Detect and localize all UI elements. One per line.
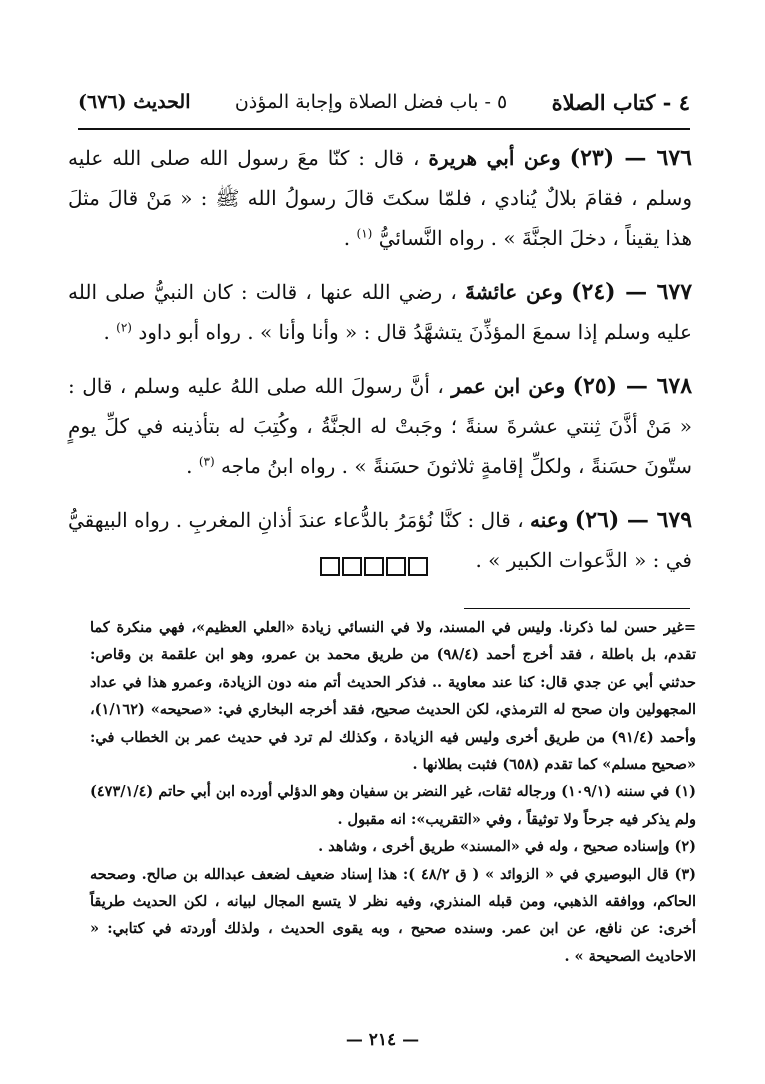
hadith-number: ٦٧٨ — (٢٥) [572, 373, 693, 399]
separator-box [364, 557, 384, 576]
section-title: ٥ - باب فضل الصلاة وإجابة المؤذن [234, 91, 508, 113]
hadith-narrator: وعن عائشةَ [465, 280, 563, 304]
footnote-ref: (٢) [116, 320, 132, 335]
hadith-678: ٦٧٨ — (٢٥) وعن ابن عمر ، أنَّ رسولَ الله صلى اللهُ عليه وسلم ، قال : « مَنْ أذَّنَ ثِنتي عشرةَ سنةً ؛ وجَبتْ له الجنَّةُ ، وكُتِبَ له بتأذينه في كلِّ يومٍ ستّونَ حسَنةً ، ولكلِّ إقامةٍ ثلاثونَ حسَنةً » . رواه ابنُ ماجه $^{(٣)}$ . [68, 373, 693, 478]
hadith-range: الحديث (٦٧٦) [78, 91, 191, 113]
footnote-3: (٣) قال البوصيري في « الزوائد » ( ق ٤٨/٢ ): هذا إسناد ضعيف لضعف عبدالله بن صالح. وصححه الحاكم، ووافقه الذهبي، ومن قبله المنذري، وفيه نظر لا يتسع المجال لبيانه ، لكن الحديث طريقاً أخرى: عن نافع، عن ابن عمر. وسنده صحيح ، وبه يقوى الحديث ، ولذلك أوردته في كتابي: « الاحاديث الصحيحة » . [90, 865, 696, 965]
separator-box [320, 557, 340, 576]
hadith-677: ٦٧٧ — (٢٤) وعن عائشةَ ، رضي الله عنها ، قالت : كان النبيُّ صلى الله عليه وسلم إذا سمعَ المؤذِّنَ يتشهَّدُ قال : « وأنا وأنا » . رواه أبو داود $^{(٢)}$ . [68, 279, 693, 344]
footnote-ref: (٣) [198, 454, 215, 469]
footnote-1: (١) في سننه (١٠٩/١) ورجاله ثقات، غير النضر بن سفيان وهو الدؤلي أورده ابن أبي حاتم (٤٧٣/١/٤) ولم يذكر فيه جرحاً ولا توثيقاً ، وفي «التقريب»: انه مقبول . [90, 783, 696, 828]
hadith-number: ٦٧٧ — (٢٤) [571, 279, 693, 305]
separator-box [342, 557, 362, 576]
page-number: — ٢١٤ — [345, 1030, 420, 1050]
section-separator [320, 557, 436, 579]
main-text [68, 138, 692, 594]
footnote-rule [464, 608, 690, 609]
hadith-number: ٦٧٦ — (٢٣) [569, 145, 692, 171]
hadith-narrator: وعن أبي هريرة [428, 146, 561, 170]
running-header [78, 82, 690, 122]
chapter-title: ٤ - كتاب الصلاة [551, 89, 690, 115]
hadith-text: ، قال : كنَّا نُؤمَرُ بالدُّعاء عندَ أذانِ المغربِ . رواه البيهقيُّ في : « الدَّعوات الكبير » . [68, 508, 692, 572]
header-rule [78, 128, 690, 130]
hadith-narrator: وعن ابن عمر [451, 374, 566, 398]
footnote-2: (٢) وإسناده صحيح ، وله في «المسند» طريق أخرى ، وشاهد . [318, 838, 696, 856]
separator-box [386, 557, 406, 576]
hadith-number: ٦٧٩ — (٢٦) [574, 507, 693, 533]
hadith-text: ، قال : كنّا معَ رسول الله صلى الله عليه وسلم ، فقامَ بلالٌ يُنادي ، فلمّا سكتَ قالَ رسولُ الله ﷺ : « مَنْ قالَ مثلَ هذا يقيناً ، دخلَ الجنَّةَ » . رواه النَّسائيُّ [68, 146, 692, 250]
footnotes [90, 614, 696, 970]
hadith-narrator: وعنه [530, 508, 569, 532]
hadith-text: ، أنَّ رسولَ الله صلى اللهُ عليه وسلم ، قال : « مَنْ أذَّنَ ثِنتي عشرةَ سنةً ؛ وجَبتْ له الجنَّةُ ، وكُتِبَ له بتأذينه في كلِّ يومٍ ستّونَ حسَنةً ، ولكلِّ إقامةٍ ثلاثونَ حسَنةً » . رواه ابنُ ماجه [68, 374, 692, 478]
hadith-text: ، رضي الله عنها ، قالت : كان النبيُّ صلى الله عليه وسلم إذا سمعَ المؤذِّنَ يتشهَّدُ قال : « وأنا وأنا » . رواه أبو داود [68, 280, 692, 344]
hadith-676: ٦٧٦ — (٢٣) وعن أبي هريرة ، قال : كنّا معَ رسول الله صلى الله عليه وسلم ، فقامَ بلالٌ يُنادي ، فلمّا سكتَ قالَ رسولُ الله ﷺ : « مَنْ قالَ مثلَ هذا يقيناً ، دخلَ الجنَّةَ » . رواه النَّسائيُّ $^{(١)}$ . [68, 145, 692, 250]
separator-box [408, 557, 428, 576]
footnote-ref: (١) [356, 226, 373, 241]
footnote-continued: =غير حسن لما ذكرنا. وليس في المسند، ولا في النسائي زيادة «العلي العظيم»، فهي منكرة كما تقدم، بل باطلة ، فقد أخرج أحمد (٩٨/٤) من طريق محمد بن عمرو، وهو ابن علقمة بن وقاص: حدثني أبي عن جدي قال: كنا عند معاوية .. فذكر الحديث أتم منه دون الزيادة، وعمرو هذا في عداد المجهولين وان صحح له الترمذي، لكن الحديث صحيح، فقد أخرجه البخاري في: «صحيحه» (١/١٦٢)، وأحمد (٩١/٤) من طريق أخرى وليس فيه الزيادة ، وكذلك لم ترد في حديث عمر بن الخطاب في: «صحيح مسلم» كما تقدم (٦٥٨) فثبت بطلانها . [90, 619, 696, 774]
